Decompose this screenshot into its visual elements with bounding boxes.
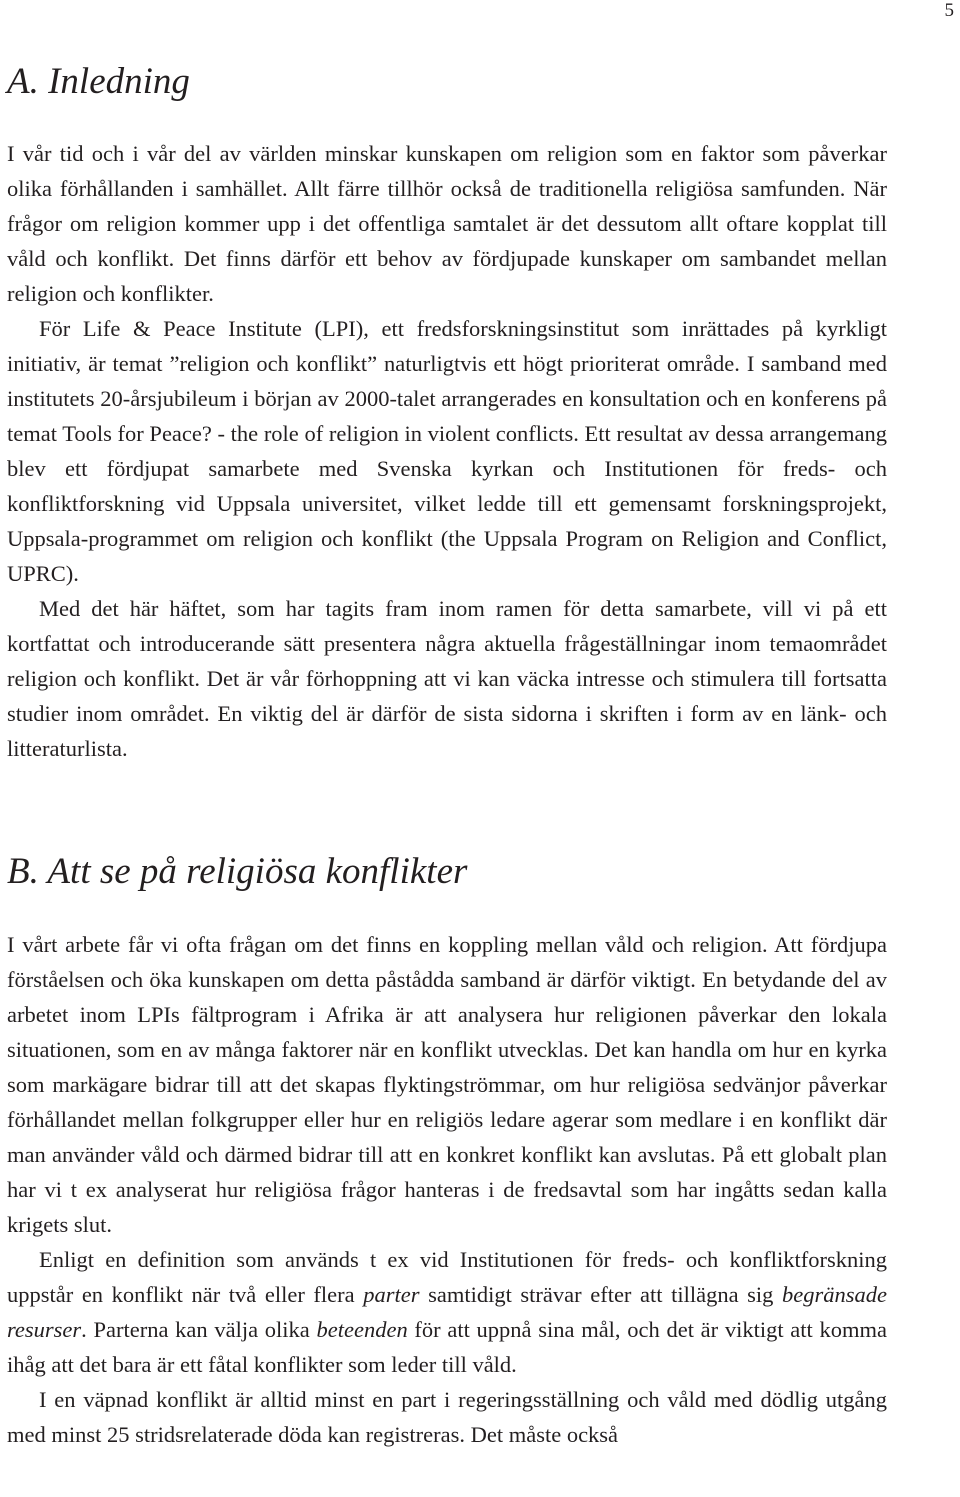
emphasis-term: beteenden — [316, 1317, 408, 1342]
paragraph-3: I en väpnad konflikt är alltid minst en part i regeringsställning och våld med dödlig utgång med minst 25 stridsrelaterade döda kan registreras. Det måste också — [7, 1387, 887, 1447]
section-heading-religiosa-konflikter: B. Att se på religiösa konflikter — [7, 851, 468, 892]
page-number: 5 — [944, 0, 954, 21]
paragraph-2 — [7, 1242, 887, 1382]
section-heading-inledning: A. Inledning — [7, 61, 190, 102]
section-body — [7, 927, 887, 1452]
paragraph-3: Med det här häftet, som har tagits fram inom ramen för detta samarbete, vill vi på ett kortfattat och introducerande sätt presentera några aktuella frågeställningar inom temaområdet religion och konflikt. Det är vår förhoppning att vi kan väcka intresse och stimulera till fortsatta studier inom området. En viktig del är därför de sista sidorna i skriften i form av en länk- och litteraturlista. — [7, 596, 887, 761]
paragraph-2: För Life & Peace Institute (LPI), ett fredsforskningsinstitut som inrättades på kyrkligt initiativ, är temat ”religion och konflikt” naturligtvis ett högt prioriterat område. I samband med institutets 20-årsjubileum i början av 2000-talet arrangerades en konsultation och en konferens på temat Tools for Peace? - the role of religion in violent conflicts. Ett resultat av dessa arrangemang blev ett fördjupat samarbete med Svenska kyrkan och Institutionen för freds- och konfliktforskning vid Uppsala universitet, vilket ledde till ett gemensamt forskningsprojekt, Uppsala-programmet om religion och konflikt (the Uppsala Program on Religion and Conflict, UPRC). — [7, 316, 887, 586]
paragraph-text: samtidigt strävar efter att tillägna sig — [419, 1282, 782, 1307]
paragraph-text: Enligt en definition som används t ex vid Institutionen för freds- och konfliktforskning uppstår en konflikt när två eller flera — [7, 1247, 887, 1307]
paragraph-text: . Parterna kan välja olika — [81, 1317, 317, 1342]
section-body — [7, 136, 887, 766]
emphasis-term: parter — [363, 1282, 420, 1307]
emphasis-term: begränsade resurser — [7, 1282, 887, 1342]
paragraph-text: för att uppnå sina mål, och det är viktigt att komma ihåg att det bara är ett fåtal konflikter som leder till våld. — [7, 1317, 887, 1377]
section-introduction — [7, 58, 887, 766]
paragraph-1: I vårt arbete får vi ofta frågan om det finns en koppling mellan våld och religion. Att fördjupa förståelsen och öka kunskapen om detta påstådda samband är därför viktigt. En betydande del av arbetet inom LPIs fältprogram i Afrika är att analysera hur religionen påverkar den lokala situationen, som en av många faktorer när en konflikt utvecklas. Det kan handla om hur en kyrka som markägare bidrar till att det skapas flyktingströmmar, om hur religiösa sedvänjor påverkar förhållandet mellan folkgrupper eller hur en religiös ledare agerar som medlare i en konflikt där man använder våld och därmed bidrar till att en konkret konflikt kan avslutas. På ett globalt plan har vi t ex analyserat hur religiösa frågor hanteras i de fredsavtal som har ingåtts sedan kalla krigets slut. — [7, 932, 887, 1237]
paragraph-1: I vår tid och i vår del av världen minskar kunskapen om religion som en faktor som påverkar olika förhållanden i samhället. Allt färre tillhör också de traditionella religiösa samfunden. När frågor om religion kommer upp i det offentliga samtalet är det dessutom allt oftare kopplat till våld och konflikt. Det finns därför ett behov av fördjupade kunskaper om sambandet mellan religion och konflikter. — [7, 141, 887, 306]
section-religious-conflicts — [7, 848, 887, 1452]
